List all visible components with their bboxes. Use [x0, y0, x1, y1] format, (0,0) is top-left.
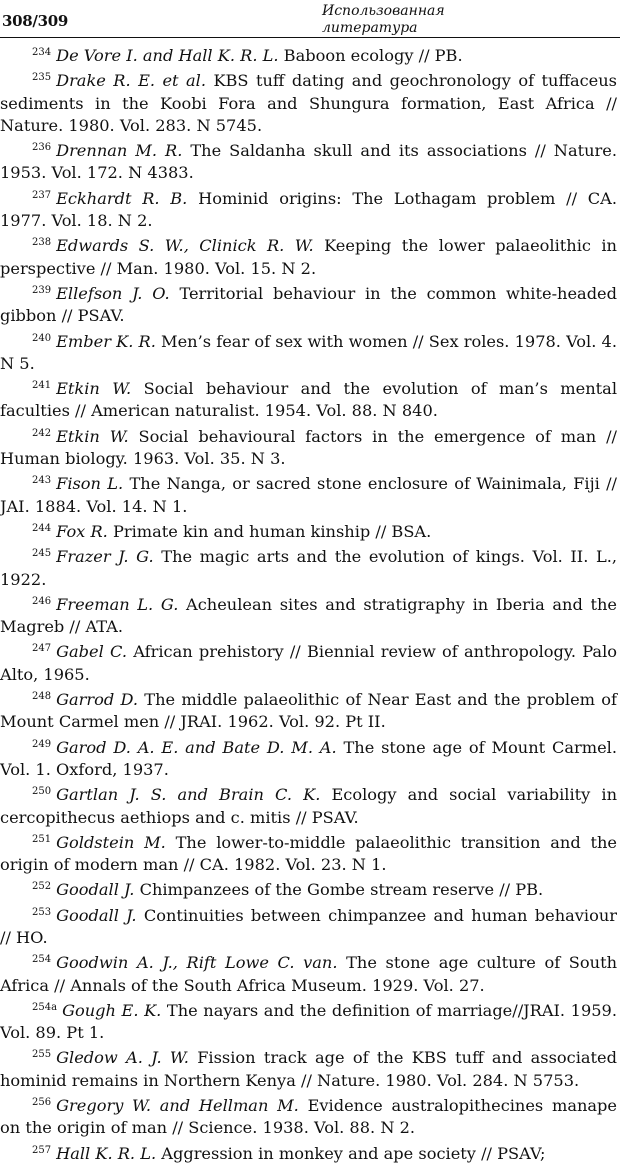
entry-text: The magic arts and the evolution of kings. Vol. II. L., 1922.: [0, 547, 617, 589]
entry-number: 252: [32, 881, 52, 893]
bibliography-entry: [0, 829, 617, 877]
entry-text: Hominid origins: The Lothagam problem // CA. 1977. Vol. 18. N 2.: [0, 188, 617, 231]
entry-author: De Vore I. and Hall K. R. L.: [56, 46, 279, 65]
entry-text: The middle palaeolithic of Near East and the problem of Mount Carmel men // JRAI. 1962. Vol. 92. Pt II.: [0, 690, 617, 732]
entry-text: KBS tuff dating and geochronology of tuffaceus sediments in the Koobi Fora and Shungura formation, East Africa // Nature. 1980. Vol. 283. N 5745.: [0, 71, 617, 135]
entry-text: Acheulean sites and stratigraphy in Iberia and the Magreb // ATA.: [0, 594, 617, 637]
bibliography-entry: [0, 423, 617, 471]
entry-text: The stone age culture of South Africa // Annals of the South Africa Museum. 1929. Vol. 27.: [0, 953, 617, 995]
section-title-line1: Использованная: [322, 3, 445, 19]
entry-text: The Nanga, or sacred stone enclosure of Wainimala, Fiji // JAI. 1884. Vol. 14. N 1.: [0, 474, 617, 516]
bibliography-entry: [0, 686, 617, 734]
entry-text: African prehistory // Biennial review of anthropology. Palo Alto, 1965.: [0, 642, 617, 684]
entry-number: 236: [32, 142, 52, 154]
entry-author: Drennan M. R.: [56, 141, 183, 161]
entry-author: Fison L.: [56, 474, 124, 494]
page-header: [0, 0, 620, 40]
bibliography-entry: [0, 232, 617, 280]
header-divider: [0, 37, 620, 38]
entry-author: Goodall J.: [56, 880, 135, 900]
entry-number: 241: [32, 380, 52, 392]
entry-author: Hall K. R. L.: [56, 1143, 157, 1163]
entry-author: Etkin W.: [56, 379, 132, 399]
entry-text: The stone age of Mount Carmel. Vol. 1. Oxford, 1937.: [0, 737, 617, 779]
bibliography-entry: [0, 1140, 617, 1165]
bibliography-entry: [0, 949, 617, 997]
bibliography-entry: [0, 42, 617, 67]
entry-author: Gough E. K.: [62, 1000, 162, 1020]
entry-author: Garrod D.: [56, 690, 139, 710]
bibliography-entry: [0, 781, 617, 829]
entry-author: Goodall J.: [56, 905, 137, 925]
entry-number: 235: [32, 72, 52, 84]
entry-number: 248: [32, 691, 52, 703]
entry-author: Gregory W. and Hellman M.: [56, 1096, 299, 1116]
entry-author: Ellefson J. O.: [56, 283, 170, 303]
entry-text: Primate kin and human kinship // BSA.: [112, 521, 432, 541]
section-title-line2: литература: [322, 20, 418, 36]
entry-text: Social behavioural factors in the emergence of man // Human biology. 1963. Vol. 35. N 3.: [0, 426, 617, 469]
bibliography-entry: [0, 518, 617, 543]
entry-number: 246: [32, 595, 52, 607]
entry-text: The nayars and the definition of marriage//JRAI. 1959. Vol. 89. Pt 1.: [0, 1000, 617, 1043]
entry-number: 254a: [32, 1001, 58, 1013]
bibliography-entry: [0, 470, 617, 518]
entry-number: 240: [32, 332, 52, 344]
entry-author: Goldstein M.: [56, 832, 166, 852]
entry-number: 257: [32, 1144, 52, 1156]
bibliography-entry: [0, 591, 617, 639]
entry-author: Fox R.: [56, 521, 108, 541]
entry-author: Eckhardt R. B.: [56, 188, 188, 208]
entry-text: The Saldanha skull and its associations // Nature. 1953. Vol. 172. N 4383.: [0, 141, 617, 183]
entry-author: Edwards S. W., Clinick R. W.: [56, 236, 314, 256]
bibliography-list: [0, 42, 617, 1165]
entry-number: 250: [32, 786, 52, 798]
entry-text: Evidence australopithecines manape on the origin of man // Science. 1938. Vol. 88. N 2.: [0, 1096, 617, 1138]
entry-number: 242: [32, 427, 52, 439]
entry-text: The lower-to-middle palaeolithic transition and the origin of modern man // CA. 1982. Vol. 23. N 1.: [0, 832, 617, 875]
entry-author: Gabel C.: [56, 642, 127, 662]
entry-text: Chimpanzees of the Gombe stream reserve // PB.: [139, 880, 544, 900]
entry-number: 245: [32, 548, 52, 560]
entry-number: 244: [32, 522, 52, 534]
bibliography-entry: [0, 876, 617, 901]
section-title: [322, 3, 445, 37]
entry-author: Gartlan J. S. and Brain C. K.: [56, 785, 321, 805]
entry-number: 234: [32, 47, 52, 58]
entry-text: Social behaviour and the evolution of man’s mental faculties // American naturalist. 1954. Vol. 88. N 840.: [0, 379, 617, 421]
bibliography-entry: [0, 280, 617, 328]
bibliography-entry: [0, 902, 617, 950]
entry-number: 254: [32, 954, 52, 966]
entry-number: 256: [32, 1097, 52, 1109]
bibliography-entry: [0, 543, 617, 591]
bibliography-entry: [0, 137, 617, 185]
entry-text: Keeping the lower palaeolithic in perspective // Man. 1980. Vol. 15. N 2.: [0, 236, 617, 278]
bibliography-entry: [0, 1044, 617, 1092]
entry-number: 239: [32, 284, 52, 296]
entry-number: 249: [32, 738, 52, 750]
entry-text: Baboon ecology // PB.: [283, 46, 463, 65]
entry-author: Garod D. A. E. and Bate D. M. A.: [56, 737, 337, 757]
entry-number: 238: [32, 237, 52, 249]
entry-text: Aggression in monkey and ape society // PSAV;: [161, 1143, 546, 1163]
entry-author: Etkin W.: [56, 426, 129, 446]
bibliography-entry: [0, 185, 617, 233]
entry-text: Ecology and social variability in cercopithecus aethiops and c. mitis // PSAV.: [0, 785, 617, 827]
bibliography-entry: [0, 328, 617, 376]
entry-text: Continuities between chimpanzee and human behaviour // HO.: [0, 905, 617, 947]
entry-number: 255: [32, 1049, 52, 1061]
bibliography-entry: [0, 67, 617, 137]
entry-author: Goodwin A. J., Rift Lowe C. van.: [56, 953, 338, 973]
entry-text: Territorial behaviour in the common white-headed gibbon // PSAV.: [0, 283, 617, 326]
entry-author: Ember K. R.: [56, 331, 156, 351]
bibliography-entry: [0, 734, 617, 782]
bibliography-entry: [0, 638, 617, 686]
entry-number: 247: [32, 643, 52, 655]
bibliography-entry: [0, 997, 617, 1045]
entry-text: Men’s fear of sex with women // Sex roles. 1978. Vol. 4. N 5.: [0, 331, 617, 373]
entry-number: 253: [32, 906, 52, 918]
entry-number: 243: [32, 475, 52, 487]
entry-text: Fission track age of the KBS tuff and associated hominid remains in Northern Kenya // Nature. 1980. Vol. 284. N 5753.: [0, 1048, 617, 1090]
entry-author: Freeman L. G.: [56, 594, 179, 614]
entry-number: 251: [32, 833, 52, 845]
page-number: 308/309: [2, 12, 69, 30]
entry-author: Gledow A. J. W.: [56, 1048, 189, 1068]
bibliography-entry: [0, 375, 617, 423]
entry-author: Frazer J. G.: [56, 547, 154, 567]
entry-author: Drake R. E. et al.: [56, 71, 206, 91]
entry-number: 237: [32, 189, 52, 201]
